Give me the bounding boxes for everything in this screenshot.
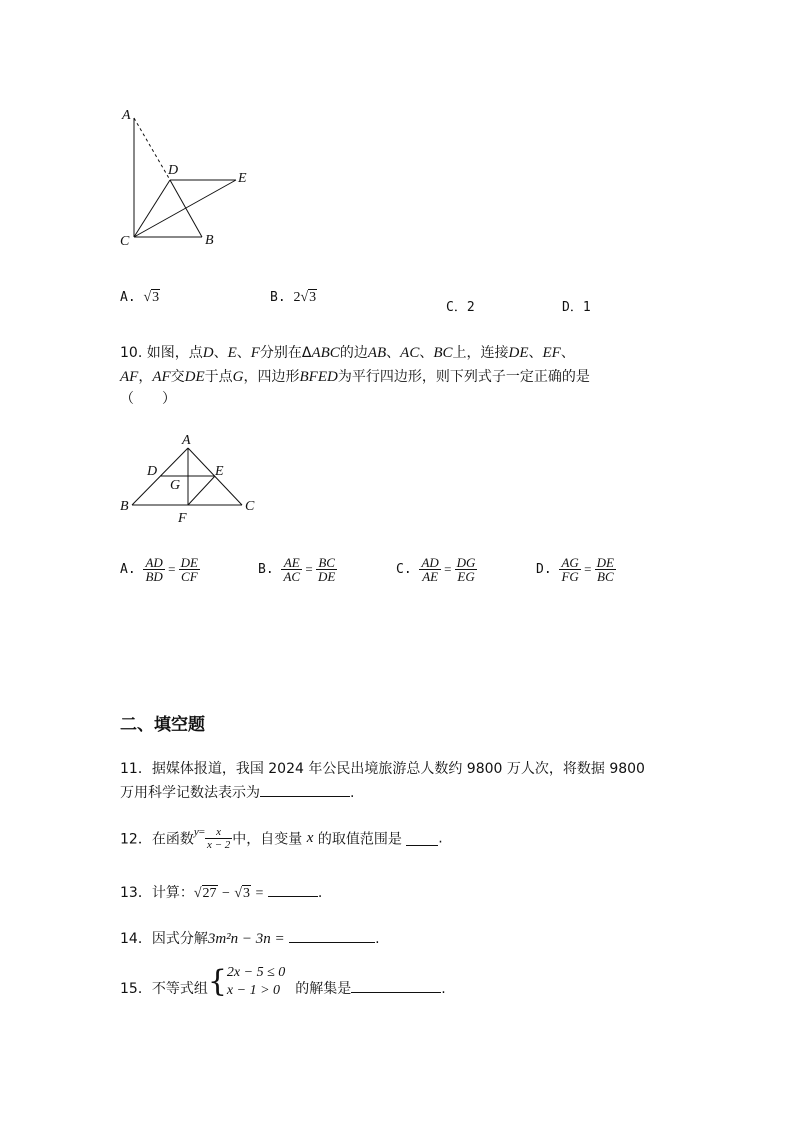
q11-line1: 11．据媒体报道，我国 2024 年公民出境旅游总人数约 9800 万人次，将数据 9800 (120, 761, 645, 777)
label-A: A (182, 433, 191, 448)
q10-option-b: B. $\frac{AE}{AC}$ = $\frac{BC}{DE}$ (258, 555, 336, 584)
label-F: F (178, 511, 187, 526)
left-brace-icon: { (207, 964, 227, 999)
q10-option-c: C. $\frac{AD}{AE}$ = $\frac{DG}{EG}$ (396, 555, 476, 584)
label-B: B (205, 233, 214, 248)
q9-option-d: D．1 (562, 300, 591, 315)
label-E: E (215, 464, 224, 479)
q9-option-c: C．2 (446, 300, 475, 315)
label-A: A (122, 108, 131, 123)
q10-line1: 10. 如图，点D、E、F分别在ΔABC的边AB、AC、BC上，连接DE、EF、 (120, 345, 575, 361)
q11-line2: 万用科学记数法表示为 . (120, 782, 354, 802)
q14-line: 14．因式分解3m²n − 3n = . (120, 928, 380, 948)
q9-option-b: B. 2√3 (270, 290, 317, 305)
sqrt-icon: √3 (234, 886, 251, 901)
q10-option-a: A. $\frac{AD}{BD}$ = $\frac{DE}{CF}$ (120, 555, 199, 584)
figure-q10-triangle (112, 428, 272, 528)
sqrt-icon: √27 (193, 886, 217, 901)
q12-line: 12．在函数$^{y=}$ $\frac{x}{x - 2}$ 中，自变量 x 的取值范围是 . (120, 826, 443, 851)
section-title-fill-in: 二、填空题 (120, 715, 205, 735)
q15-line: 15．不等式组{ 2x − 5 ≤ 0 x − 1 > 0 的解集是 . (120, 964, 446, 999)
q9-option-a: A. √3 (120, 290, 160, 305)
sqrt-icon: √3 (143, 290, 160, 305)
answer-blank[interactable] (260, 782, 350, 797)
q10-answer-bracket: （ ） (120, 391, 176, 407)
answer-blank[interactable] (289, 928, 375, 943)
label-E: E (238, 171, 247, 186)
answer-blank[interactable] (351, 978, 441, 993)
answer-blank[interactable] (268, 882, 318, 897)
answer-blank[interactable] (406, 831, 438, 846)
q10-option-d: D. $\frac{AG}{FG}$ = $\frac{DE}{BC}$ (536, 555, 615, 584)
q10-line2: AF，AF交DE于点G，四边形BFED为平行四边形，则下列式子一定正确的是 (120, 369, 590, 385)
label-G: G (170, 478, 181, 493)
label-B: B (120, 499, 129, 514)
sqrt-icon: √3 (300, 290, 317, 305)
label-C: C (245, 499, 255, 514)
label-D: D (168, 163, 179, 178)
q13-line: 13．计算：√27 − √3 = . (120, 882, 322, 902)
label-D: D (147, 464, 158, 479)
figure-q9-triangle (110, 100, 270, 250)
label-C: C (120, 234, 130, 249)
